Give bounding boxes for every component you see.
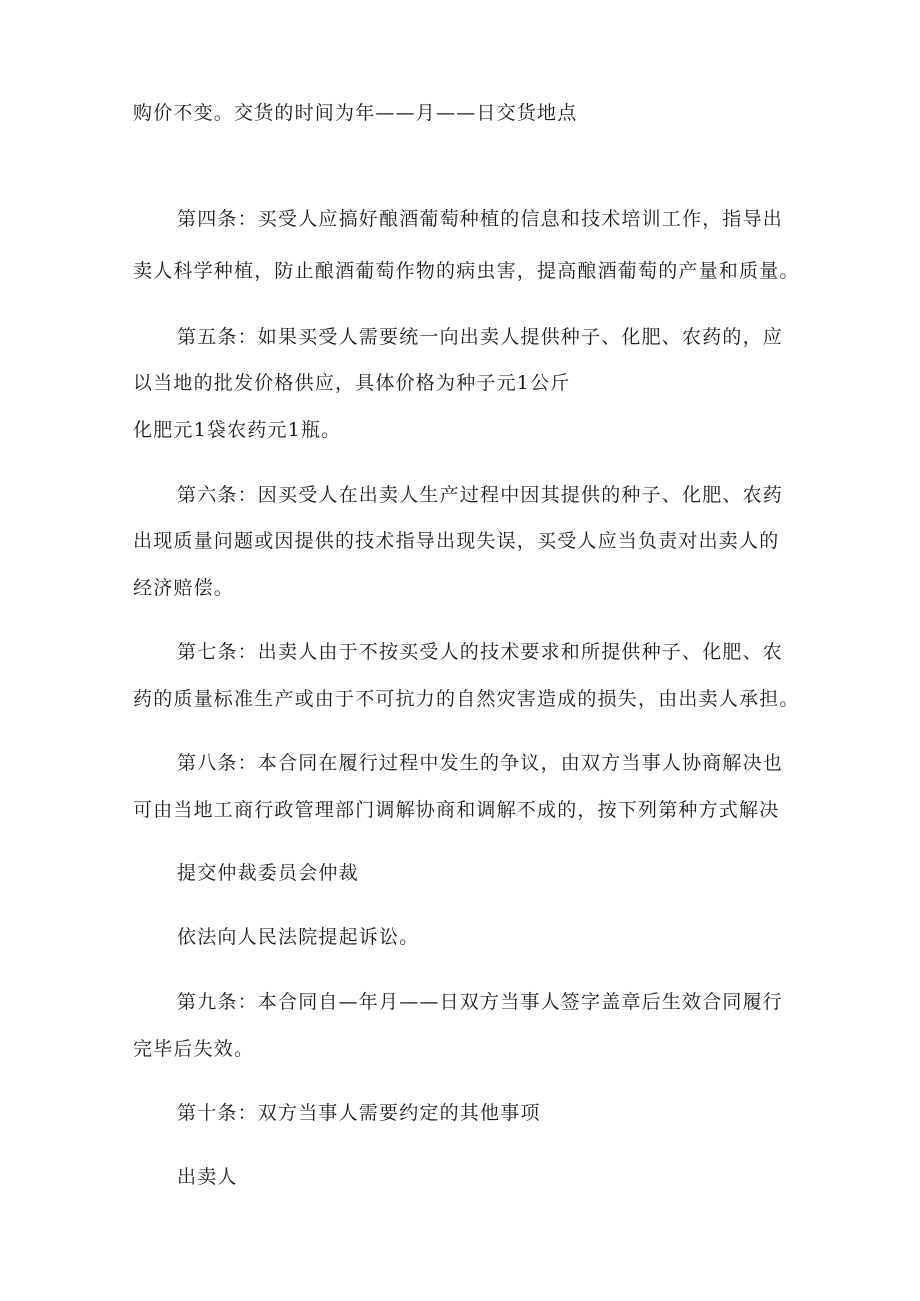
article-6-line-1: 第六条：因买受人在出卖人生产过程中因其提供的种子、化肥、农药 <box>177 484 784 506</box>
article-8-line-2: 可由当地工商行政管理部门调解协商和调解不成的，按下列第种方式解决 <box>133 799 780 821</box>
article-6-line-2: 出现质量问题或因提供的技术指导出现失误，买受人应当负责对出卖人的 <box>133 530 780 552</box>
article-5-line-2: 以当地的批发价格供应，具体价格为种子元1公斤 <box>133 372 571 394</box>
article-6-line-3: 经济赔偿。 <box>133 577 235 599</box>
article-7-line-2: 药的质量标准生产或由于不可抗力的自然灾害造成的损失，由出卖人承担。 <box>133 688 800 710</box>
article-9-line-2: 完毕后失效。 <box>133 1038 255 1060</box>
article-5-line-3: 化肥元1袋农药元1瓶。 <box>133 419 342 441</box>
article-4-line-1: 第四条：买受人应搞好酿酒葡萄种植的信息和技术培训工作，指导出 <box>177 208 784 230</box>
dispute-option-arbitration: 提交仲裁委员会仲裁 <box>177 862 359 884</box>
dispute-option-litigation: 依法向人民法院提起诉讼。 <box>177 926 420 948</box>
article-4-line-2: 卖人科学种植，防止酿酒葡萄作物的病虫害，提高酿酒葡萄的产量和质量。 <box>133 260 800 282</box>
article-8-line-1: 第八条：本合同在履行过程中发生的争议，由双方当事人协商解决也 <box>177 752 784 774</box>
article-5-line-1: 第五条：如果买受人需要统一向出卖人提供种子、化肥、农药的，应 <box>177 326 784 348</box>
article-10-line-1: 第十条：双方当事人需要约定的其他事项 <box>177 1102 541 1124</box>
article-9-line-1: 第九条：本合同自—年月——日双方当事人签字盖章后生效合同履行 <box>177 991 784 1013</box>
text-line-delivery-time: 购价不变。交货的时间为年——月——日交货地点 <box>133 102 578 124</box>
seller-signature-label: 出卖人 <box>177 1166 238 1188</box>
article-7-line-1: 第七条：出卖人由于不按买受人的技术要求和所提供种子、化肥、农 <box>177 641 784 663</box>
